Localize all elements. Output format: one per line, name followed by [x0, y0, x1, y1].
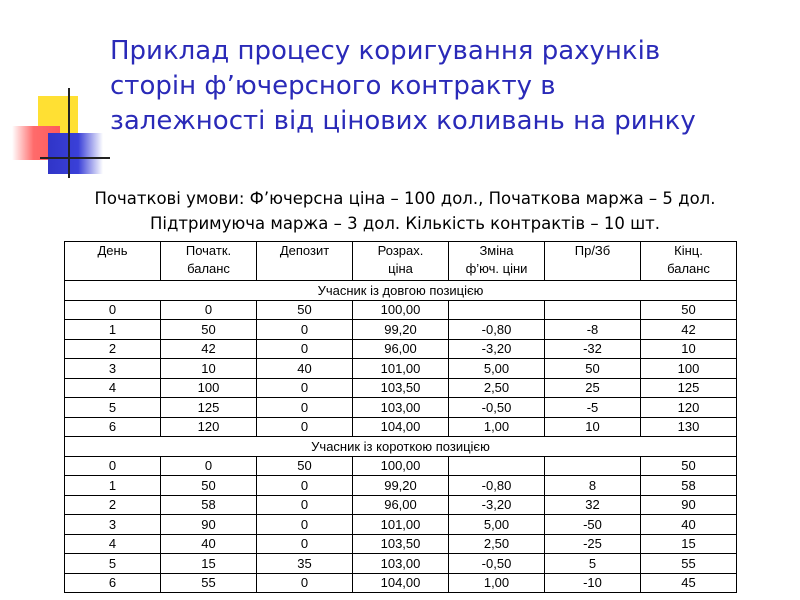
table-cell: -5	[545, 398, 641, 418]
table-cell: -10	[545, 573, 641, 593]
table-row	[65, 378, 737, 398]
header-text: День	[97, 243, 128, 258]
table-cell: 3	[65, 359, 161, 379]
table-cell: 4	[65, 534, 161, 554]
table-cell: -3,20	[449, 495, 545, 515]
table-cell: 0	[161, 300, 257, 320]
table-cell: 5	[65, 398, 161, 418]
table-cell	[449, 300, 545, 320]
title-line: сторін ф’ючерсного контракту в	[110, 71, 556, 101]
table-cell: -0,50	[449, 554, 545, 574]
table-row	[65, 495, 737, 515]
table-cell: 0	[257, 398, 353, 418]
header-day	[65, 242, 161, 281]
header-closing-balance	[641, 242, 737, 281]
table-cell: 100,00	[353, 456, 449, 476]
table-cell: 10	[161, 359, 257, 379]
table-cell: 8	[545, 476, 641, 496]
header-text: Зміна	[479, 243, 514, 258]
table-cell: 120	[161, 417, 257, 437]
table-cell: -25	[545, 534, 641, 554]
table-cell: 1,00	[449, 573, 545, 593]
table-body	[65, 281, 737, 593]
table-row	[65, 476, 737, 496]
table-cell: 1	[65, 320, 161, 340]
table-cell: 104,00	[353, 573, 449, 593]
title-line: залежності від цінових коливань на ринку	[110, 106, 696, 136]
table-row	[65, 359, 737, 379]
table-cell: 58	[161, 495, 257, 515]
table-cell: 6	[65, 573, 161, 593]
table-cell: 50	[545, 359, 641, 379]
table-cell: 45	[641, 573, 737, 593]
table-cell: 2,50	[449, 378, 545, 398]
table-cell: 1,00	[449, 417, 545, 437]
table-row	[65, 456, 737, 476]
table-cell: 50	[257, 456, 353, 476]
header-text: Розрах.	[377, 243, 424, 258]
table-cell: 90	[161, 515, 257, 535]
table-cell: 99,20	[353, 476, 449, 496]
table-cell: 104,00	[353, 417, 449, 437]
header-settlement-price	[353, 242, 449, 281]
table-cell: 5	[545, 554, 641, 574]
table-cell: -8	[545, 320, 641, 340]
table-cell: 35	[257, 554, 353, 574]
table-cell: 1	[65, 476, 161, 496]
table-cell	[545, 300, 641, 320]
header-text: баланс	[187, 261, 230, 276]
table-cell: -50	[545, 515, 641, 535]
header-text: ціна	[388, 261, 413, 276]
table-cell: 32	[545, 495, 641, 515]
section-row	[65, 437, 737, 457]
table-cell: 58	[641, 476, 737, 496]
subtitle-line: Початкові умови: Ф’ючерсна ціна – 100 дол., Початкова маржа – 5 дол.	[94, 189, 716, 208]
table-cell: 42	[161, 339, 257, 359]
section-title: Учасник із довгою позицією	[65, 281, 737, 301]
table-cell: 103,00	[353, 554, 449, 574]
table-cell: 0	[257, 495, 353, 515]
table-cell: 0	[65, 300, 161, 320]
table-cell: 120	[641, 398, 737, 418]
table-cell: 96,00	[353, 495, 449, 515]
table-row	[65, 515, 737, 535]
table-cell: 90	[641, 495, 737, 515]
table-cell: 40	[161, 534, 257, 554]
decor-blue-gradient-bar	[48, 133, 103, 174]
table-cell: 100,00	[353, 300, 449, 320]
table-cell: 0	[257, 573, 353, 593]
table-cell: 50	[257, 300, 353, 320]
subtitle-line: Підтримуюча маржа – 3 дол. Кількість контрактів – 10 шт.	[149, 214, 661, 233]
table-cell: 5,00	[449, 515, 545, 535]
table-row	[65, 398, 737, 418]
table-cell: 2	[65, 339, 161, 359]
table-cell	[545, 456, 641, 476]
table-cell: 0	[257, 515, 353, 535]
table-cell: 10	[641, 339, 737, 359]
initial-conditions	[20, 186, 790, 236]
table-cell: 50	[161, 476, 257, 496]
table-cell: 50	[161, 320, 257, 340]
section-row	[65, 281, 737, 301]
table-cell: 0	[257, 476, 353, 496]
table-cell: -3,20	[449, 339, 545, 359]
table-row	[65, 534, 737, 554]
title-line: Приклад процесу коригування рахунків	[110, 36, 661, 66]
table-cell: -0,80	[449, 476, 545, 496]
table-cell: 0	[257, 534, 353, 554]
header-profit-loss	[545, 242, 641, 281]
table-cell: 42	[641, 320, 737, 340]
table-cell: 0	[161, 456, 257, 476]
table-row	[65, 339, 737, 359]
table-cell: 6	[65, 417, 161, 437]
table-cell: 101,00	[353, 515, 449, 535]
table-row	[65, 300, 737, 320]
table-cell: 0	[65, 456, 161, 476]
table-cell: 50	[641, 456, 737, 476]
table-cell: 25	[545, 378, 641, 398]
table-cell: 15	[641, 534, 737, 554]
table-cell: -32	[545, 339, 641, 359]
header-opening-balance	[161, 242, 257, 281]
header-text: ф’юч. ціни	[465, 261, 528, 276]
table-row	[65, 417, 737, 437]
decor-vertical-line	[68, 88, 70, 178]
section-title: Учасник із короткою позицією	[65, 437, 737, 457]
table-cell: 103,50	[353, 534, 449, 554]
table-cell: 101,00	[353, 359, 449, 379]
table-cell: 2	[65, 495, 161, 515]
table-cell: 55	[161, 573, 257, 593]
table-row	[65, 320, 737, 340]
table-cell: -0,50	[449, 398, 545, 418]
table-cell: 0	[257, 339, 353, 359]
table-cell: 15	[161, 554, 257, 574]
header-text: Пр/Зб	[574, 243, 611, 258]
table-cell: 3	[65, 515, 161, 535]
table-cell: 100	[161, 378, 257, 398]
table-cell: 0	[257, 320, 353, 340]
table-cell: 0	[257, 417, 353, 437]
table-cell	[449, 456, 545, 476]
table-cell: 100	[641, 359, 737, 379]
table-cell: 5	[65, 554, 161, 574]
header-deposit	[257, 242, 353, 281]
table-cell: 125	[161, 398, 257, 418]
table-cell: 4	[65, 378, 161, 398]
slide-title	[110, 34, 780, 139]
header-price-change	[449, 242, 545, 281]
table-cell: 40	[641, 515, 737, 535]
table-cell: -0,80	[449, 320, 545, 340]
header-text: Початк.	[185, 243, 232, 258]
table-cell: 130	[641, 417, 737, 437]
table-cell: 125	[641, 378, 737, 398]
table-row	[65, 573, 737, 593]
table-cell: 10	[545, 417, 641, 437]
table-cell: 55	[641, 554, 737, 574]
table-cell: 0	[257, 378, 353, 398]
table-cell: 2,50	[449, 534, 545, 554]
table-cell: 103,00	[353, 398, 449, 418]
header-text: Депозит	[279, 243, 330, 258]
table-cell: 96,00	[353, 339, 449, 359]
table-cell: 103,50	[353, 378, 449, 398]
table-cell: 5,00	[449, 359, 545, 379]
decor-horizontal-line	[40, 157, 110, 159]
header-row	[65, 242, 737, 281]
table-row	[65, 554, 737, 574]
header-text: баланс	[667, 261, 710, 276]
table-cell: 50	[641, 300, 737, 320]
table-cell: 99,20	[353, 320, 449, 340]
header-text: Кінц.	[674, 243, 703, 258]
margin-table	[64, 241, 737, 593]
table-cell: 40	[257, 359, 353, 379]
